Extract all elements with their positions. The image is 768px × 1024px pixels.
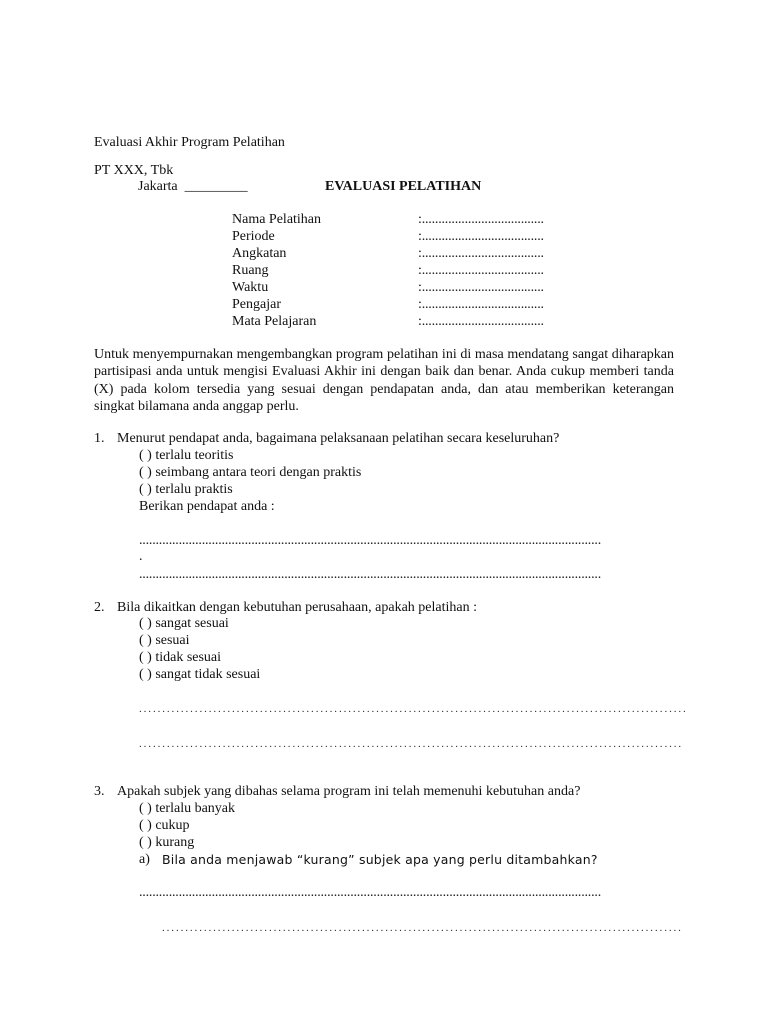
answer-line[interactable]: ................................................................................................................	[162, 922, 683, 934]
field-label-ruang: Ruang	[232, 263, 269, 278]
form-title: EVALUASI PELATIHAN	[325, 179, 482, 194]
intro-paragraph: Untuk menyempurnakan mengembangkan program pelatihan ini di masa mendatang sangat diharapkan partisipasi anda untuk mengisi Evaluasi Akhir ini dengan baik dan benar. Anda cukup memberi tanda (X) pada kolom tersedia yang sesuai dengan pendapatan anda, dan atau memberikan keterangan singkat bilamana anda anggap perlu.	[94, 347, 674, 415]
field-value-pengajar[interactable]: :.....................................	[418, 297, 544, 312]
option-sangat-sesuai[interactable]: ( ) sangat sesuai	[139, 616, 229, 631]
field-label-pengajar: Pengajar	[232, 297, 281, 312]
field-label-mata-pelajaran: Mata Pelajaran	[232, 314, 317, 329]
field-label-waktu: Waktu	[232, 280, 269, 295]
option-terlalu-banyak[interactable]: ( ) terlalu banyak	[139, 801, 236, 816]
option-sangat-tidak-sesuai[interactable]: ( ) sangat tidak sesuai	[139, 667, 261, 682]
sub-question-text: Bila anda menjawab “kurang” subjek apa yang perlu ditambahkan?	[162, 852, 598, 867]
field-value-ruang[interactable]: :.....................................	[418, 263, 544, 278]
option-seimbang[interactable]: ( ) seimbang antara teori dengan praktis	[139, 465, 362, 480]
question-text: Menurut pendapat anda, bagaimana pelaksanaan pelatihan secara keseluruhan?	[117, 431, 560, 446]
field-value-mata-pelajaran[interactable]: :.....................................	[418, 314, 544, 329]
field-label-periode: Periode	[232, 229, 275, 244]
field-label-nama-pelatihan: Nama Pelatihan	[232, 212, 322, 227]
question-text: Bila dikaitkan dengan kebutuhan perusahaan, apakah pelatihan :	[117, 600, 477, 615]
option-tidak-sesuai[interactable]: ( ) tidak sesuai	[139, 650, 222, 665]
answer-line-tail: .	[139, 549, 143, 564]
question-text: Apakah subjek yang dibahas selama program ini telah memenuhi kebutuhan anda?	[117, 784, 581, 799]
option-kurang[interactable]: ( ) kurang	[139, 835, 195, 850]
answer-line[interactable]: ......................................................................................................................	[139, 703, 688, 715]
question-number: 1.	[94, 431, 105, 446]
answer-line[interactable]: .....................................................................................................................	[139, 738, 684, 750]
option-cukup[interactable]: ( ) cukup	[139, 818, 190, 833]
city-date-line: Jakarta _________	[138, 179, 248, 194]
document-heading: Evaluasi Akhir Program Pelatihan	[94, 135, 285, 150]
field-value-angkatan[interactable]: :.....................................	[418, 246, 544, 261]
field-value-nama-pelatihan[interactable]: :.....................................	[418, 212, 544, 227]
field-value-waktu[interactable]: :.....................................	[418, 280, 544, 295]
company-name: PT XXX, Tbk	[94, 163, 174, 178]
field-value-periode[interactable]: :.....................................	[418, 229, 544, 244]
option-terlalu-teoritis[interactable]: ( ) terlalu teoritis	[139, 448, 234, 463]
option-sesuai[interactable]: ( ) sesuai	[139, 633, 190, 648]
answer-line[interactable]: ............................................................................................................................................	[139, 567, 602, 582]
question-number: 2.	[94, 600, 105, 615]
answer-line[interactable]: ............................................................................................................................................	[139, 533, 602, 548]
field-label-angkatan: Angkatan	[232, 246, 287, 261]
sub-question-label: a)	[139, 852, 150, 867]
question-number: 3.	[94, 784, 105, 799]
answer-line[interactable]: ............................................................................................................................................	[139, 885, 602, 900]
opinion-prompt: Berikan pendapat anda :	[139, 499, 275, 514]
option-terlalu-praktis[interactable]: ( ) terlalu praktis	[139, 482, 233, 497]
